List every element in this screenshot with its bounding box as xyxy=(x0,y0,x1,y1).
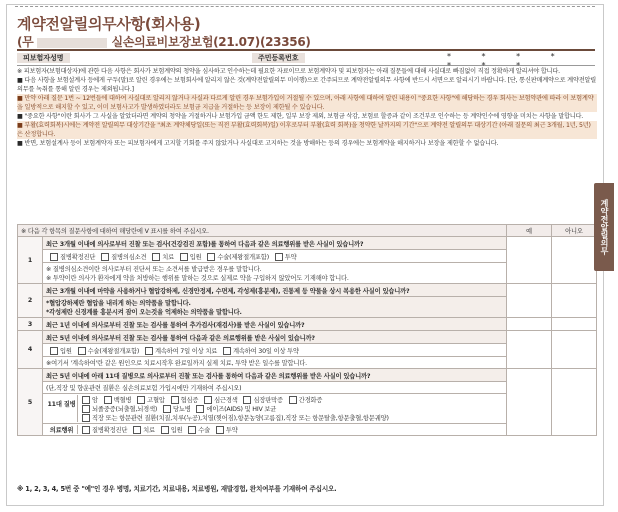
note-line: *각성제란 신경계를 흥분시켜 잠이 오는것을 억제하는 의약품을 말합니다. xyxy=(46,309,242,316)
option-label: 질병의심소견 xyxy=(111,253,147,261)
footer-note: ※ 1, 2, 3, 4, 5번 중 "예"인 경우 병명, 치료기간, 치료내용, 치료병원, 재발경험, 완치여부를 기재하여 주십시오. xyxy=(17,485,337,493)
table-header xyxy=(18,225,597,237)
checkbox[interactable] xyxy=(145,347,153,355)
question-number: 5 xyxy=(18,369,43,436)
notice-0: ※ 피보험자(보험대상자)에 관한 다음 사항은 회사가 보험계약의 청약을 심사하고 인수하는데 필요한 자료이므로 보험계약자 및 피보험자는 아래 질문들에 대해 사실대로 빠짐없이 직접 정확하게 알리셔야 합니다. xyxy=(17,68,560,75)
checkbox[interactable] xyxy=(82,426,90,434)
act-label: 의료행위 xyxy=(46,425,78,434)
question-notes: ※여기서 '계속하여'란 같은 원인으로 치료시작후 완료일까지 실제 치료, 투약 받은 일수를 말합니다. xyxy=(43,357,507,369)
question-number: 1 xyxy=(18,237,43,284)
no-check-cell[interactable] xyxy=(552,237,597,284)
question-text: 최근 5년 이내에 의사로부터 진찰 또는 검사를 통하여 다음과 같은 의료행위를 받은 사실이 있습니까? xyxy=(43,331,507,344)
rrn-label: 주민등록번호 xyxy=(252,53,305,63)
option-label: 입원 xyxy=(170,427,183,434)
option-label: 질병확정진단 xyxy=(92,427,128,434)
option-label: 직장 또는 항문관련 질환(치질,치루(누공),치열(찢어짐),항문농양(고름집),직장 또는 항문탈출,항문출혈,항문궤양) xyxy=(92,415,389,422)
option-label: 입원 xyxy=(189,253,202,261)
option-list xyxy=(43,250,507,263)
note-line: *혈압강하제란 혈압을 내리게 하는 의약품을 말합니다. xyxy=(46,300,191,307)
disease-label: 11대 질병 xyxy=(46,395,78,422)
question-notes xyxy=(43,263,507,284)
checkbox[interactable] xyxy=(82,414,90,422)
checkbox[interactable] xyxy=(289,396,297,404)
option-label: 질병확정진단 xyxy=(60,253,96,261)
option-label: 고혈압 xyxy=(147,397,165,404)
page-subtitle xyxy=(17,33,311,50)
checkbox[interactable] xyxy=(50,347,58,355)
question-table xyxy=(17,224,597,436)
no-check-cell[interactable] xyxy=(552,331,597,369)
top-divider xyxy=(15,6,595,9)
option-label: 암 xyxy=(92,397,98,404)
question-text: 최근 3개월 이내에 마약을 사용하거나 혈압강하제, 신경안정제, 수면제, 각성제(흥분제), 진통제 등 약물을 상시 복용한 사실이 있습니까? xyxy=(43,284,507,297)
option-list xyxy=(43,344,507,357)
disease-options xyxy=(43,394,507,424)
option-label: 당뇨병 xyxy=(172,406,191,413)
notice-1: ■ 다음 사항을 보험설계사 등에게 구두(말)로 알린 경우에는 보험회사에 알리지 않은 것(계약전알릴의무 미이행)으로 간주되므로 계약전알릴의무 사항에 반드시 서면으로 알리시기 바랍니다. [단, 통신판매계약으로 계약전알릴의무를 녹취를 통해 알린 경우는 제외됩니다.] xyxy=(17,77,597,93)
option-label: 뇌졸중증(뇌출혈,뇌경색) xyxy=(92,406,158,413)
checkbox[interactable] xyxy=(275,253,283,261)
option-label: 에이즈(AIDS) 및 HIV 보균 xyxy=(206,406,277,413)
option-label: 심근경색 xyxy=(214,397,238,404)
rrn-masked-value: * * * * * * * xyxy=(447,52,569,70)
checkbox[interactable] xyxy=(196,405,204,413)
yes-check-cell[interactable] xyxy=(507,331,552,369)
option-label: 입원 xyxy=(60,347,72,355)
option-label: 협심증 xyxy=(180,397,199,404)
note-line: ※ 투약이란 의사가 환자에게 약을 처방하는 행위를 말하는 것으로 실제로 약을 구입하지 않았어도 기재해야 합니다. xyxy=(46,275,349,282)
subtitle-prefix: (무 xyxy=(17,35,34,49)
option-label: 치료 xyxy=(162,253,174,261)
checkbox[interactable] xyxy=(133,426,141,434)
checkbox[interactable] xyxy=(104,396,112,404)
disease-grid xyxy=(46,395,503,422)
act-grid xyxy=(46,425,503,434)
question-text: 최근 1년 이내에 의사로부터 진찰 또는 검사를 통하여 추가검사(재검사)를 받은 사실이 있습니까? xyxy=(43,318,507,331)
note-line: ※ 질병의심소견이란 의사로부터 진단서 또는 소견서를 발급받은 경우를 말합니다. xyxy=(46,266,262,273)
question-text: 최근 5년 이내에 아래 11대 질병으로 의사로부터 진찰 또는 검사를 통하여 다음과 같은 의료행위를 받은 사실이 있습니까? xyxy=(43,369,507,382)
checkbox[interactable] xyxy=(161,426,169,434)
instruction-text: ※ 다음 각 항목의 질문사항에 대하여 해당란에 V 표시를 하여 주십시오. xyxy=(18,225,507,237)
subtitle-suffix: 실손의료비보장보험(21.07)(23356) xyxy=(111,35,311,49)
option-label: 투약 xyxy=(225,427,238,434)
side-tab[interactable]: 계약전알릴의무 xyxy=(594,183,614,271)
question-subnote: (단,직장 및 향운관련 질환은 실손의료보험 가입시에만 기재하여 주십시오) xyxy=(43,382,507,394)
insured-name-label: 피보험자성명 xyxy=(17,53,70,63)
checkbox[interactable] xyxy=(207,253,215,261)
table-row xyxy=(18,331,597,344)
checkbox[interactable] xyxy=(204,396,212,404)
question-number: 4 xyxy=(18,331,43,369)
option-label: 간경화증 xyxy=(298,397,323,404)
checkbox[interactable] xyxy=(78,347,86,355)
disease-list xyxy=(78,395,503,422)
table-row xyxy=(18,318,597,331)
no-check-cell[interactable] xyxy=(552,369,597,436)
redacted-product-name xyxy=(37,38,107,48)
notice-3: ■ "중요한 사항"이란 회사가 그 사실을 알았더라면 계약의 청약을 거절하거나 보험가입 금액 한도 제한, 일부 보장 제외, 보험금 삭감, 보험료 할증과 같이 조건부로 인수하는 등 계약인수에 영향을 미치는 사항을 말합니다. xyxy=(17,113,584,120)
checkbox[interactable] xyxy=(171,396,179,404)
checkbox[interactable] xyxy=(180,253,188,261)
option-label: 수술(제왕절개포함) xyxy=(87,347,140,355)
checkbox[interactable] xyxy=(152,253,160,261)
yes-check-cell[interactable] xyxy=(507,369,552,436)
table-row xyxy=(18,369,597,382)
option-label: 수술 xyxy=(198,427,211,434)
question-number: 2 xyxy=(18,284,43,318)
no-header: 아니오 xyxy=(552,225,597,237)
no-check-cell[interactable] xyxy=(552,284,597,318)
page-title: 계약전알릴의무사항(회사용) xyxy=(17,15,201,33)
question-number: 3 xyxy=(18,318,43,331)
document-page xyxy=(6,4,604,506)
no-check-cell[interactable] xyxy=(552,318,597,331)
notice-block xyxy=(17,67,597,148)
table-row xyxy=(18,284,597,297)
checkbox[interactable] xyxy=(137,396,145,404)
checkbox[interactable] xyxy=(50,253,58,261)
question-notes xyxy=(43,297,507,318)
yes-check-cell[interactable] xyxy=(507,318,552,331)
checkbox[interactable] xyxy=(188,426,196,434)
checkbox[interactable] xyxy=(163,405,171,413)
option-label: 심장판막증 xyxy=(253,397,283,404)
medical-act-options xyxy=(43,424,507,436)
yes-check-cell[interactable] xyxy=(507,284,552,318)
checkbox[interactable] xyxy=(82,405,90,413)
option-label: 치료 xyxy=(143,427,155,434)
option-label: 투약 xyxy=(284,253,297,261)
question-text: 최근 3개월 이내에 의사로부터 진찰 또는 검사(건강검진 포함)를 통하여 다음과 같은 의료행위를 받은 사실이 있습니까? xyxy=(43,237,507,250)
table-row xyxy=(18,237,597,250)
yes-check-cell[interactable] xyxy=(507,237,552,284)
notice-5: ■ 반면, 보험설계사 등이 보험계약자 또는 피보험자에게 고지할 기회를 주지 않았거나 사실대로 고지하는 것을 방해하는 등의 경우에는 보험계약을 해지하거나 보장을 제한할 수 없습니다. xyxy=(17,140,499,147)
option-label: 수술(제왕절개포함) xyxy=(217,253,269,261)
id-row xyxy=(17,49,595,70)
notice-4: ■ 부활(효력회복)시에는 계약전 알릴의무 대상기간을 "최초 계약체당일(또는 직전 부활(효력회복)일) 이후로부터 부활(효력 회복)을 청약한 날까지의 기간"으로 계약전 알릴의무 대상기간 (아래 질문의 최근 3개월, 1년, 5년) 은 산정합니다. xyxy=(17,121,597,139)
option-label: 백혈병 xyxy=(113,397,132,404)
notice-2: ■ 만약 아래 질문 1번 ~ 12번들에 대하여 사실대로 알리지 않거나 사실과 다르게 알린 경우 보험가입이 거절될 수 있으며, 아래 사항에 대하여 알린 내용이 "중요한 사항"에 해당하는 경우 회사는 보험약관에 따라 이 보험계약을 일방적으로 해지할 수 있고, 이미 보험사고가 발생하였더라도 보험금 지급을 거절하는 등 보장이 제한될 수 있습니다. xyxy=(17,94,597,112)
checkbox[interactable] xyxy=(243,396,251,404)
option-label: 계속하여 7일 이상 치료 xyxy=(154,347,218,355)
option-label: 계속하여 30일 이상 투약 xyxy=(232,347,299,355)
checkbox[interactable] xyxy=(101,253,109,261)
checkbox[interactable] xyxy=(82,396,90,404)
yes-header: 예 xyxy=(507,225,552,237)
checkbox[interactable] xyxy=(223,347,231,355)
checkbox[interactable] xyxy=(216,426,224,434)
